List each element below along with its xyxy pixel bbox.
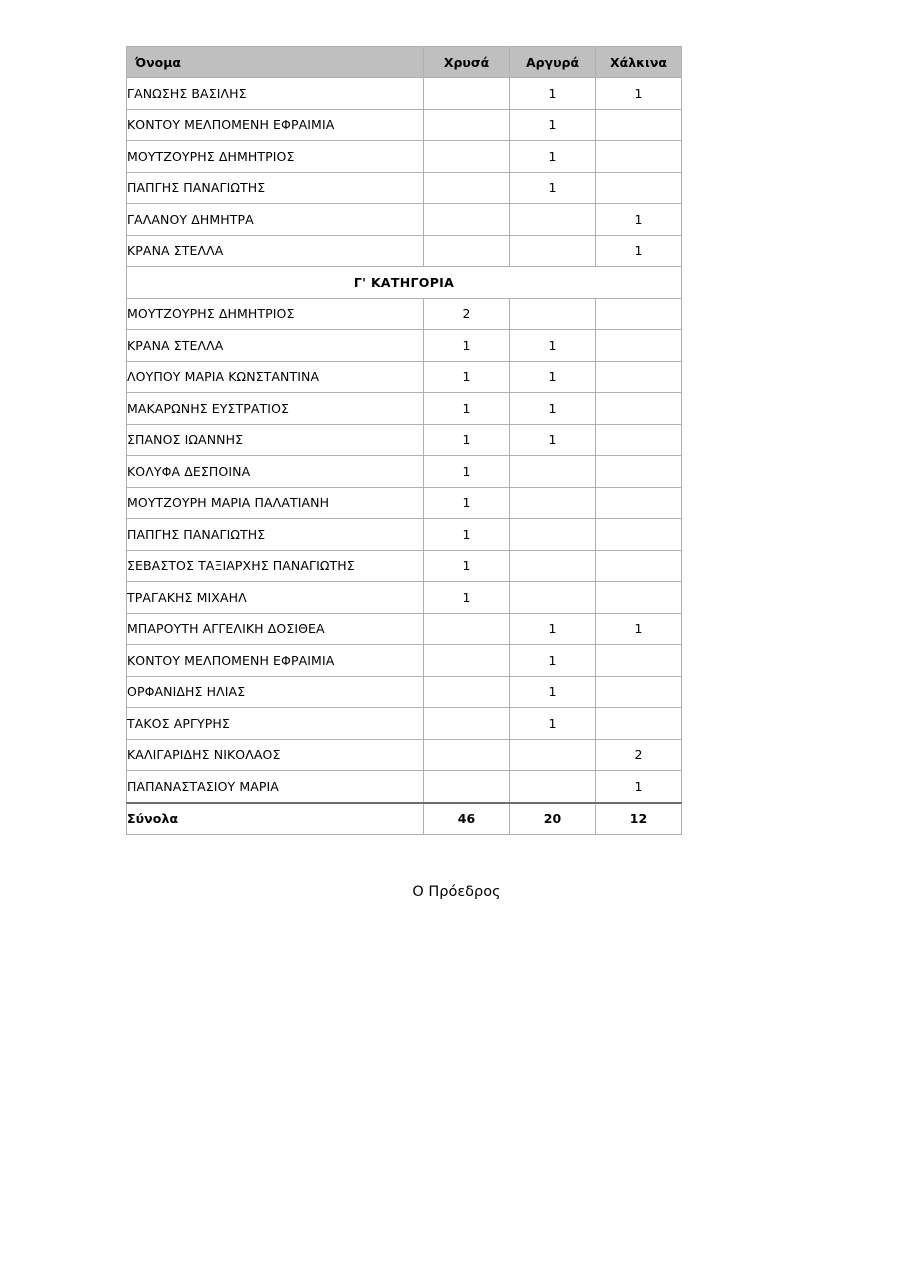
cell-gold: 46	[424, 803, 510, 835]
table-row	[127, 109, 682, 141]
cell-name: ΚΑΛΙΓΑΡΙΔΗΣ ΝΙΚΟΛΑΟΣ	[127, 739, 424, 771]
cell-silver: 1	[510, 330, 596, 362]
cell-silver	[510, 487, 596, 519]
cell-gold	[424, 141, 510, 173]
table-row	[127, 739, 682, 771]
cell-bronze	[596, 456, 682, 488]
cell-silver: 20	[510, 803, 596, 835]
table-row	[127, 456, 682, 488]
cell-bronze	[596, 298, 682, 330]
section-title: Γ' ΚΑΤΗΓΟΡΙΑ	[127, 267, 682, 299]
cell-name: ΣΕΒΑΣΤΟΣ ΤΑΞΙΑΡΧΗΣ ΠΑΝΑΓΙΩΤΗΣ	[127, 550, 424, 582]
cell-bronze	[596, 109, 682, 141]
column-header-silver: Αργυρά	[510, 47, 596, 78]
cell-name: ΤΡΑΓΑΚΗΣ ΜΙΧΑΗΛ	[127, 582, 424, 614]
column-header-bronze: Χάλκινα	[596, 47, 682, 78]
table-row	[127, 78, 682, 110]
table-row	[127, 424, 682, 456]
table-body	[127, 78, 682, 835]
cell-name: ΚΡΑΝΑ ΣΤΕΛΛΑ	[127, 330, 424, 362]
cell-gold	[424, 78, 510, 110]
cell-gold	[424, 204, 510, 236]
table-row	[127, 771, 682, 803]
table-row	[127, 298, 682, 330]
cell-bronze: 1	[596, 771, 682, 803]
table-row	[127, 676, 682, 708]
cell-bronze	[596, 141, 682, 173]
table-row	[127, 361, 682, 393]
cell-gold	[424, 645, 510, 677]
cell-name: ΓΑΛΑΝΟΥ ΔΗΜΗΤΡΑ	[127, 204, 424, 236]
cell-bronze: 1	[596, 613, 682, 645]
cell-name: ΟΡΦΑΝΙΔΗΣ ΗΛΙΑΣ	[127, 676, 424, 708]
cell-gold	[424, 676, 510, 708]
cell-silver: 1	[510, 78, 596, 110]
cell-silver: 1	[510, 676, 596, 708]
cell-name: ΚΟΛΥΦΑ ΔΕΣΠΟΙΝΑ	[127, 456, 424, 488]
cell-name: ΠΑΠΓΗΣ ΠΑΝΑΓΙΩΤΗΣ	[127, 172, 424, 204]
cell-bronze	[596, 676, 682, 708]
cell-name: ΜΟΥΤΖΟΥΡΗΣ ΔΗΜΗΤΡΙΟΣ	[127, 141, 424, 173]
cell-silver: 1	[510, 708, 596, 740]
cell-bronze	[596, 330, 682, 362]
cell-silver: 1	[510, 361, 596, 393]
cell-silver	[510, 235, 596, 267]
cell-gold: 1	[424, 582, 510, 614]
table-row	[127, 393, 682, 425]
cell-silver: 1	[510, 645, 596, 677]
cell-gold: 1	[424, 519, 510, 551]
cell-gold	[424, 739, 510, 771]
signature-text: Ο Πρόεδρος	[412, 884, 501, 900]
cell-silver	[510, 771, 596, 803]
cell-name: ΓΑΝΩΣΗΣ ΒΑΣΙΛΗΣ	[127, 78, 424, 110]
table-row	[127, 204, 682, 236]
cell-bronze	[596, 172, 682, 204]
table-header	[127, 47, 682, 78]
table-row	[127, 487, 682, 519]
cell-gold: 2	[424, 298, 510, 330]
cell-gold: 1	[424, 456, 510, 488]
cell-bronze: 12	[596, 803, 682, 835]
cell-gold: 1	[424, 424, 510, 456]
cell-name: ΚΟΝΤΟΥ ΜΕΛΠΟΜΕΝΗ ΕΦΡΑΙΜΙΑ	[127, 645, 424, 677]
cell-silver	[510, 456, 596, 488]
cell-bronze	[596, 424, 682, 456]
cell-name: ΠΑΠΓΗΣ ΠΑΝΑΓΙΩΤΗΣ	[127, 519, 424, 551]
cell-name: ΚΡΑΝΑ ΣΤΕΛΛΑ	[127, 235, 424, 267]
cell-name: ΛΟΥΠΟΥ ΜΑΡΙΑ ΚΩΝΣΤΑΝΤΙΝΑ	[127, 361, 424, 393]
cell-gold	[424, 172, 510, 204]
cell-name: ΜΟΥΤΖΟΥΡΗΣ ΔΗΜΗΤΡΙΟΣ	[127, 298, 424, 330]
cell-name: ΣΠΑΝΟΣ ΙΩΑΝΝΗΣ	[127, 424, 424, 456]
cell-silver: 1	[510, 141, 596, 173]
cell-silver	[510, 298, 596, 330]
table-row	[127, 613, 682, 645]
table-row	[127, 582, 682, 614]
cell-bronze	[596, 361, 682, 393]
cell-gold: 1	[424, 393, 510, 425]
table-row	[127, 330, 682, 362]
cell-bronze	[596, 645, 682, 677]
cell-silver	[510, 739, 596, 771]
cell-silver	[510, 550, 596, 582]
cell-bronze: 1	[596, 204, 682, 236]
cell-name: Σύνολα	[127, 803, 424, 835]
cell-silver: 1	[510, 393, 596, 425]
table-row	[127, 172, 682, 204]
cell-gold	[424, 109, 510, 141]
cell-gold	[424, 771, 510, 803]
cell-gold: 1	[424, 550, 510, 582]
cell-gold: 1	[424, 487, 510, 519]
cell-gold: 1	[424, 361, 510, 393]
cell-name: ΠΑΠΑΝΑΣΤΑΣΙΟΥ ΜΑΡΙΑ	[127, 771, 424, 803]
cell-bronze	[596, 708, 682, 740]
table-section-row	[127, 267, 682, 299]
cell-gold: 1	[424, 330, 510, 362]
signature-block	[0, 884, 905, 900]
table-header-row	[127, 47, 682, 78]
table-row	[127, 235, 682, 267]
cell-bronze: 1	[596, 235, 682, 267]
cell-bronze: 1	[596, 78, 682, 110]
column-header-gold: Χρυσά	[424, 47, 510, 78]
cell-name: ΤΑΚΟΣ ΑΡΓΥΡΗΣ	[127, 708, 424, 740]
cell-silver: 1	[510, 424, 596, 456]
table-row	[127, 550, 682, 582]
table-row	[127, 645, 682, 677]
cell-silver	[510, 204, 596, 236]
medals-table-container	[126, 46, 681, 835]
cell-name: ΜΑΚΑΡΩΝΗΣ ΕΥΣΤΡΑΤΙΟΣ	[127, 393, 424, 425]
cell-silver: 1	[510, 172, 596, 204]
cell-silver: 1	[510, 613, 596, 645]
table-row	[127, 519, 682, 551]
cell-silver	[510, 519, 596, 551]
cell-gold	[424, 613, 510, 645]
cell-bronze	[596, 519, 682, 551]
cell-bronze	[596, 582, 682, 614]
table-row	[127, 141, 682, 173]
cell-bronze	[596, 393, 682, 425]
cell-gold	[424, 708, 510, 740]
cell-silver: 1	[510, 109, 596, 141]
cell-gold	[424, 235, 510, 267]
column-header-name: Όνομα	[127, 47, 424, 78]
cell-bronze	[596, 550, 682, 582]
cell-silver	[510, 582, 596, 614]
cell-bronze: 2	[596, 739, 682, 771]
table-totals-row	[127, 803, 682, 835]
table-row	[127, 708, 682, 740]
cell-name: ΜΠΑΡΟΥΤΗ ΑΓΓΕΛΙΚΗ ΔΟΣΙΘΕΑ	[127, 613, 424, 645]
medals-table	[126, 46, 682, 835]
cell-name: ΚΟΝΤΟΥ ΜΕΛΠΟΜΕΝΗ ΕΦΡΑΙΜΙΑ	[127, 109, 424, 141]
cell-name: ΜΟΥΤΖΟΥΡΗ ΜΑΡΙΑ ΠΑΛΑΤΙΑΝΗ	[127, 487, 424, 519]
cell-bronze	[596, 487, 682, 519]
